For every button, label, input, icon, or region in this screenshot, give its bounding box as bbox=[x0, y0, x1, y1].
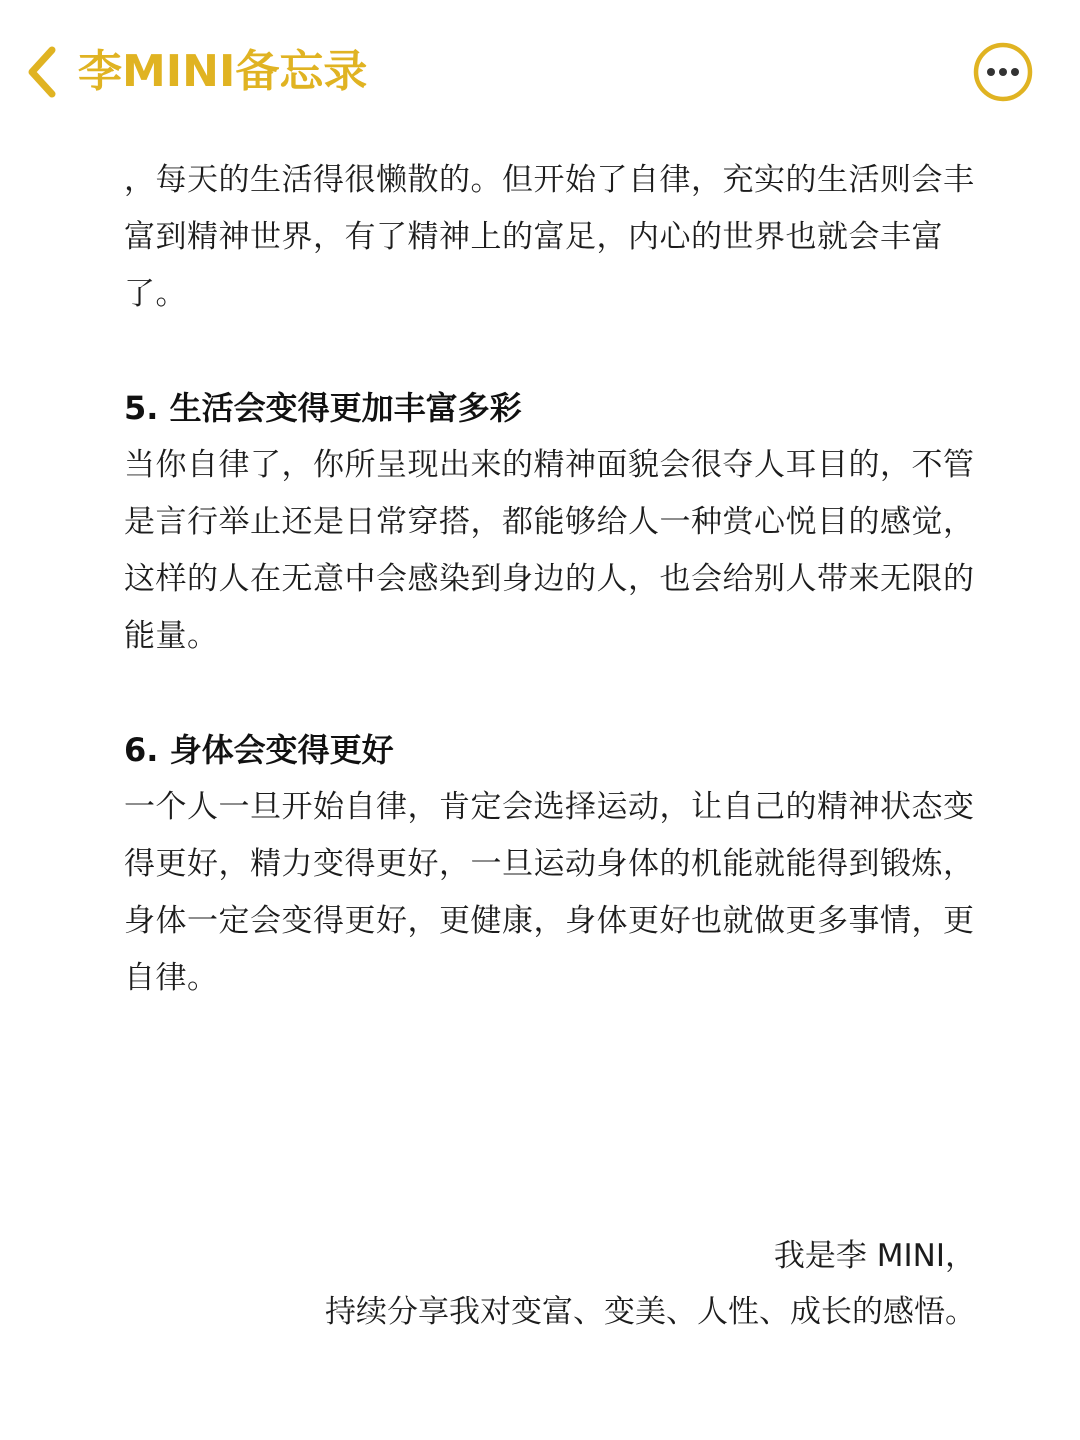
signature bbox=[325, 1228, 976, 1340]
section-body: 一个人一旦开始自律，肯定会选择运动，让自己的精神状态变得更好，精力变得更好，一旦运动身体的机能就能得到锻炼，身体一定会变得更好，更健康，身体更好也就做更多事情，更自律。 bbox=[124, 789, 975, 996]
note-body bbox=[124, 152, 984, 1007]
page-title: 李MINI备忘录 bbox=[78, 46, 368, 97]
section-title: 6. 身体会变得更好 bbox=[124, 731, 394, 769]
signature-line-1: 我是李 MINI， bbox=[773, 1238, 976, 1274]
nav-header bbox=[0, 0, 1080, 140]
section-5 bbox=[124, 380, 984, 665]
section-body: 当你自律了，你所呈现出来的精神面貌会很夺人耳目的，不管是言行举止还是日常穿搭，都能够给人一种赏心悦目的感觉，这样的人在无意中会感染到身边的人，也会给别人带来无限的能量。 bbox=[124, 447, 975, 654]
more-horizontal-icon bbox=[972, 41, 1034, 103]
section-title: 5. 生活会变得更加丰富多彩 bbox=[124, 389, 522, 427]
back-button[interactable] bbox=[20, 40, 64, 104]
chevron-left-icon bbox=[20, 40, 64, 104]
section-6 bbox=[124, 722, 984, 1007]
intro-paragraph: ，每天的生活得很懒散的。但开始了自律，充实的生活则会丰富到精神世界，有了精神上的富足，内心的世界也就会丰富了。 bbox=[124, 162, 975, 312]
signature-line-2: 持续分享我对变富、变美、人性、成长的感悟。 bbox=[325, 1294, 976, 1330]
more-button[interactable] bbox=[972, 41, 1034, 103]
